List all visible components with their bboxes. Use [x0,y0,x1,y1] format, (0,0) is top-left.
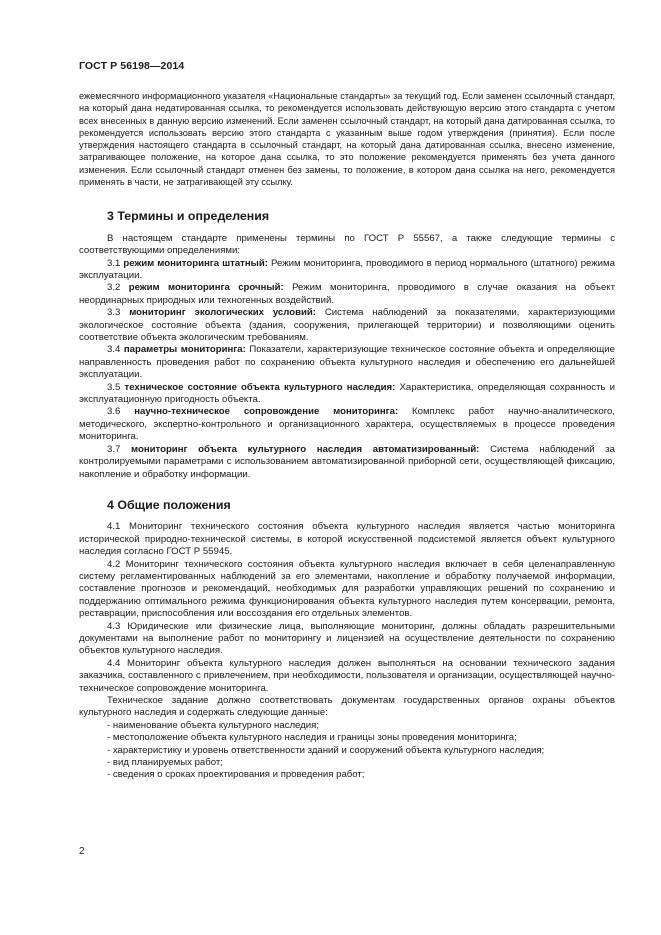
section-3-title: 3 Термины и определения [107,209,270,224]
term-number: 3.1 [107,257,121,269]
term-name: мониторинг объекта культурного наследия автоматизированный: [130,443,480,455]
term-3-5 [79,382,615,407]
term-definition: Характеристика, определяющая сохранность и эксплуатационную пригодность объекта. [79,381,615,406]
term-3-2 [79,282,615,307]
term-name: режим мониторинга штатный: [123,257,268,269]
term-3-4 [79,344,615,381]
term-definition: Режим мониторинга, проводимого в случае оказания на объект неординарных природных или техногенных воздействий. [79,282,615,306]
term-3-7 [79,444,615,481]
list-item: - сведения о сроках проектирования и проведения работ; [107,769,365,781]
term-number: 3.4 [107,344,121,356]
clause-4-3: 4.3 Юридические или физические лица, выполняющие мониторинг, должны обладать разрешительными документами на выполнение работ по мониторингу и лицензией на осуществление деятельности по сохранению объектов культурного наследия. [79,620,615,657]
term-name: мониторинг экологических условий: [129,307,316,319]
term-name: техническое состояние объекта культурного наследия: [124,381,396,393]
list-item: - характеристику и уровень ответственности зданий и сооружений объекта культурного наследия; [107,744,545,756]
intro-paragraph: ежемесячного информационного указателя «Национальные стандарты» за текущий год. Если заменен ссылочный стандарт, на который дана недатированная ссылка, то рекомендуется использовать действующую версию этого стандарта с учетом всех внесенных в данную версию изменений. Если заменен ссылочный стандарт, на который дана датированная ссылка, то рекомендуется использовать версию этого стандарта с указанным выше годом утверждения (принятия). Если после утверждения настоящего стандарта в ссылочный стандарт, на который дана датированная ссылка, внесено изменение, затрагивающее положение, на которое дана ссылка, то это положение рекомендуется применять без учета данного изменения. Если ссылочный стандарт отменен без замены, то положение, в котором дана ссылка на него, рекомендуется применять в части, не затрагивающей эту ссылку. [79,91,615,188]
clause-4-1: 4.1 Мониторинг технического состояния объекта культурного наследия является частью мониторинга исторической природно-технической системы, в которой искусственной подсистемой является объект культурного наследия согласно ГОСТ Р 55945. [79,521,615,558]
list-item: - вид планируемых работ; [107,757,223,769]
section-4-title: 4 Общие положения [107,497,231,512]
term-definition: Система наблюдений за показателями, характеризующими экологическое состояние объекта (здания, сооружения, прилегающей территории) и позволяющими оценить соответствие объекта экологическим требованиям. [79,307,615,344]
list-item: - наименование объекта культурного наследия; [107,719,319,731]
term-number: 3.7 [107,443,121,455]
term-definition: Режим мониторинга, проводимого в период нормального (штатного) режима эксплуатации. [79,257,615,281]
term-definition: Система наблюдений за контролируемыми параметрами с использованием автоматизированной приборной сети, осуществляющей фиксацию, накопление и обработку информации. [79,443,615,480]
list-item: - местоположение объекта культурного наследия и границы зоны проведения мониторинга; [107,732,517,744]
term-definition: Показатели, характеризующие техническое состояние объекта и определяющие направленность проведения работ по сохранению объекта культурного наследия и обеспечению его дальнейшей эксплуатации. [79,344,615,381]
document-header: ГОСТ Р 56198—2014 [79,60,185,72]
term-name: научно-техническое сопровождение мониторинга: [134,406,399,418]
section-3-intro: В настоящем стандарте применены термины по ГОСТ Р 55567, а также следующие термины с соответствующими определениями: [79,232,615,257]
term-number: 3.2 [107,282,121,294]
term-name: параметры мониторинга: [123,344,246,356]
clause-4-4: 4.4 Мониторинг объекта культурного наследия должен выполняться на основании технического задания заказчика, составленного с привлечением, при необходимости, пользователя и организации, осуществляющей научно-техническое сопровождение мониторинга. [79,657,615,694]
clause-4-2: 4.2 Мониторинг технического состояния объекта культурного наследия включает в себя целенаправленную систему регламентированных наблюдений за его элементами, накопление и обработку получаемой информации, составление прогнозов и рекомендаций, необходимых для разработки управляющих решений по сохранению и поддержанию оптимального режима функционирования объекта культурного наследия путем консервации, ремонта, реставрации, приспособления или воссоздания его отдельных элементов. [79,558,615,620]
term-name: режим мониторинга срочный: [128,282,284,294]
term-definition: Комплекс работ научно-аналитического, методического, экспертно-контрольного и организационного характера, осуществляемых в процессе проведения мониторинга. [79,406,616,443]
term-3-6 [79,406,615,443]
term-3-1 [79,258,615,283]
term-3-3 [79,307,615,344]
term-number: 3.3 [107,307,121,319]
page-number: 2 [79,846,85,857]
document-body [79,90,615,782]
term-number: 3.5 [107,381,121,393]
term-number: 3.6 [107,406,121,418]
tech-task-paragraph: Техническое задание должно соответствовать документам государственных органов охраны объектов культурного наследия и содержать следующие данные: [79,695,615,719]
